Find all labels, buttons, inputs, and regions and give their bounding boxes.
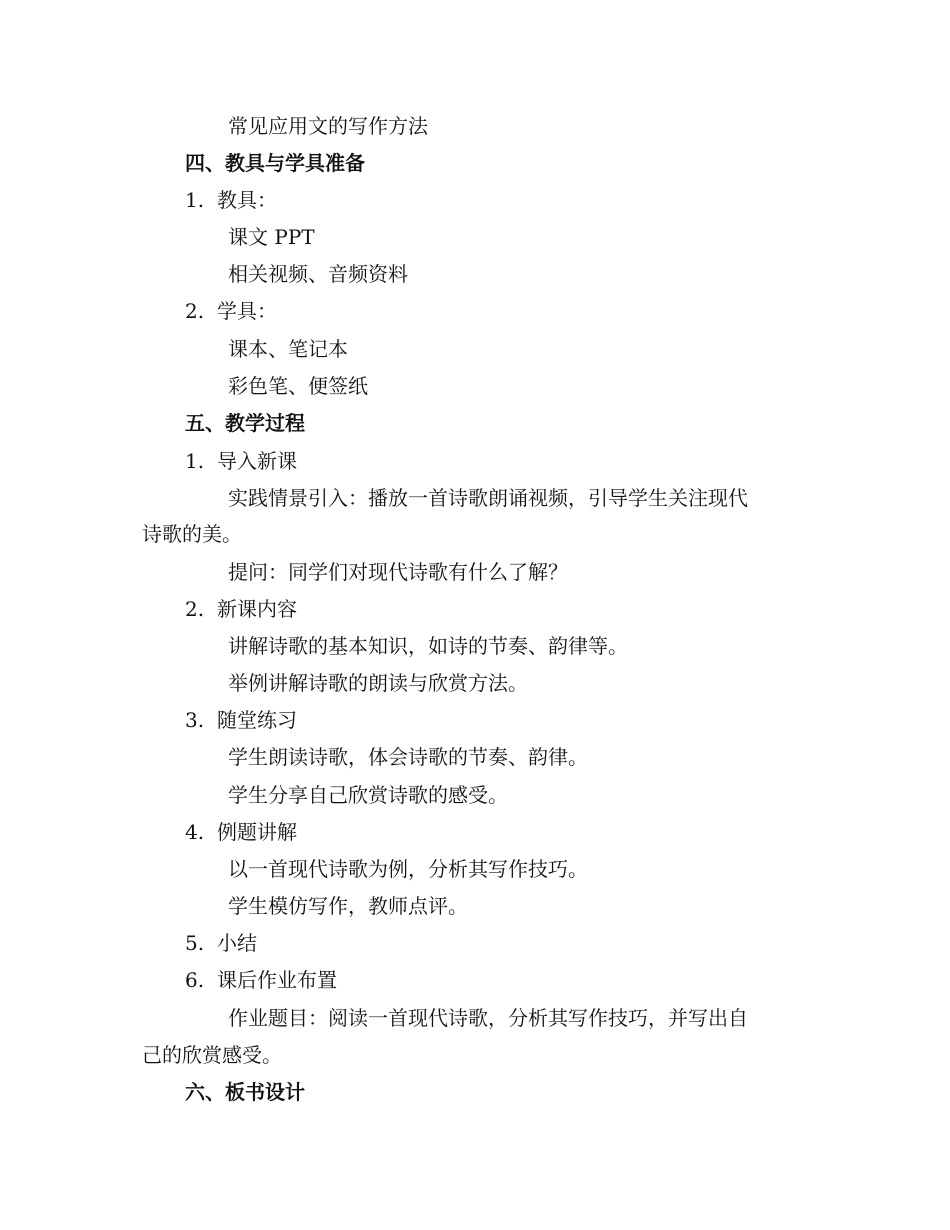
list-item-label: 例题讲解 [217, 820, 297, 844]
list-item-teaching-tools [185, 188, 277, 212]
paragraph-question: 提问：同学们对现代诗歌有什么了解？ [228, 560, 568, 584]
paragraph-share: 学生分享自己欣赏诗歌的感受。 [228, 783, 508, 807]
paragraph-ppt: 课文 PPT [228, 225, 315, 249]
section-heading-5: 五、教学过程 [185, 411, 305, 435]
list-number: 4. [185, 820, 205, 844]
list-number: 1. [185, 188, 205, 212]
list-number: 2. [185, 299, 205, 323]
list-item-worked-example [185, 820, 297, 844]
paragraph-intro-line2: 诗歌的美。 [142, 522, 242, 546]
paragraph-analyze: 以一首现代诗歌为例，分析其写作技巧。 [228, 857, 588, 881]
list-item-intro [185, 449, 297, 473]
paragraph-examples: 举例讲解诗歌的朗读与欣赏方法。 [228, 671, 528, 695]
list-item-label: 导入新课 [217, 449, 297, 473]
list-item-label: 随堂练习 [217, 708, 297, 732]
list-number: 5. [185, 931, 205, 955]
list-item-homework [185, 968, 337, 992]
paragraph-homework-line1: 作业题目：阅读一首现代诗歌，分析其写作技巧，并写出自 [228, 1006, 748, 1030]
list-item-label: 课后作业布置 [217, 968, 337, 992]
list-item-summary [185, 931, 257, 955]
paragraph-textbook: 课本、笔记本 [228, 337, 348, 361]
list-number: 1. [185, 449, 205, 473]
list-item-label: 小结 [217, 931, 257, 955]
list-number: 3. [185, 708, 205, 732]
paragraph-media: 相关视频、音频资料 [228, 262, 408, 286]
list-item-label: 教具： [217, 188, 277, 212]
section-heading-4: 四、教具与学具准备 [185, 151, 365, 175]
section-heading-6: 六、板书设计 [185, 1080, 305, 1104]
list-item-new-content [185, 597, 297, 621]
paragraph-recite: 学生朗读诗歌，体会诗歌的节奏、韵律。 [228, 745, 588, 769]
paragraph-pens: 彩色笔、便签纸 [228, 374, 368, 398]
list-number: 2. [185, 597, 205, 621]
paragraph-intro-line1: 实践情景引入：播放一首诗歌朗诵视频，引导学生关注现代 [228, 486, 748, 510]
paragraph-homework-line2: 己的欣赏感受。 [142, 1043, 282, 1067]
list-number: 6. [185, 968, 205, 992]
paragraph-imitate: 学生模仿写作，教师点评。 [228, 894, 468, 918]
paragraph-basics: 讲解诗歌的基本知识，如诗的节奏、韵律等。 [228, 634, 628, 658]
list-item-label: 学具： [217, 299, 277, 323]
list-item-practice [185, 708, 297, 732]
paragraph-writing-methods: 常见应用文的写作方法 [228, 114, 428, 138]
list-item-label: 新课内容 [217, 597, 297, 621]
list-item-learning-tools [185, 299, 277, 323]
